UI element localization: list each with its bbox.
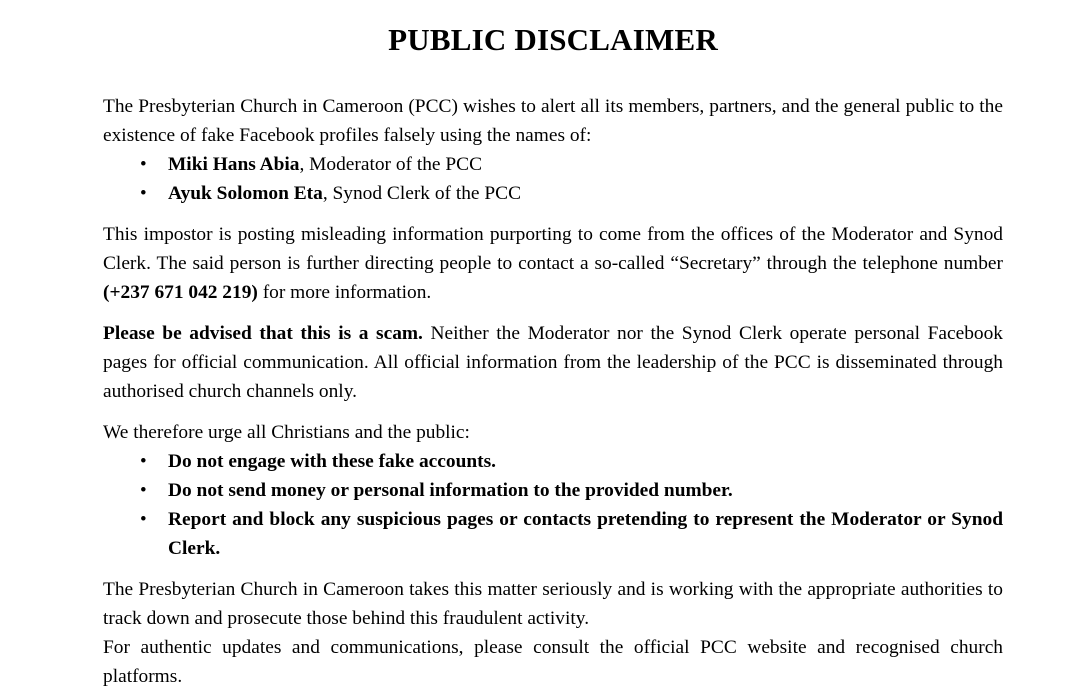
impostor-paragraph <box>103 220 1003 307</box>
updates-paragraph: For authentic updates and communications, please consult the official PCC website and recognised church platforms. <box>103 637 1003 687</box>
list-item <box>103 150 1003 179</box>
bullet-icon: • <box>140 183 147 204</box>
impostor-text-end: for more information. <box>257 282 432 303</box>
action-text: Do not send money or personal information to the provided number. <box>168 480 733 501</box>
person-role: , Synod Clerk of the PCC <box>322 183 522 204</box>
person-name: Miki Hans Abia <box>168 154 300 175</box>
scam-warning: Please be advised that this is a scam. <box>103 323 423 344</box>
intro-paragraph: The Presbyterian Church in Cameroon (PCC) wishes to alert all its members, partners, and the general public to the existence of fake Facebook profiles falsely using the names of: <box>103 96 1003 146</box>
document-page <box>103 0 1003 691</box>
scam-text: Neither the Moderator nor the Synod Clerk operate personal Facebook pages for official communication. All official information from the leadership of the PCC is disseminated through authorised church channels only. <box>103 323 1003 402</box>
bullet-icon: • <box>140 509 147 530</box>
urge-paragraph: We therefore urge all Christians and the public: <box>103 422 470 443</box>
list-item <box>103 447 1003 476</box>
phone-number: (+237 671 042 219) <box>103 282 258 303</box>
actions-list <box>103 447 1003 563</box>
bullet-icon: • <box>140 480 147 501</box>
action-text: Do not engage with these fake accounts. <box>168 451 497 472</box>
list-item <box>103 179 1003 208</box>
list-item <box>103 505 1003 563</box>
person-name: Ayuk Solomon Eta <box>168 183 323 204</box>
person-role: , Moderator of the PCC <box>299 154 483 175</box>
action-text: Report and block any suspicious pages or contacts pretending to represent the Moderator or Synod Clerk. <box>168 509 1003 559</box>
list-item <box>103 476 1003 505</box>
names-list <box>103 150 1003 208</box>
document-title: PUBLIC DISCLAIMER <box>388 22 718 57</box>
impostor-text: This impostor is posting misleading information purporting to come from the offices of the Moderator and Synod Clerk. The said person is further directing people to contact a so-called “Secretary” through the telephone number <box>103 224 1003 274</box>
bullet-icon: • <box>140 154 147 175</box>
scam-paragraph <box>103 319 1003 406</box>
bullet-icon: • <box>140 451 147 472</box>
closing-paragraph: The Presbyterian Church in Cameroon takes this matter seriously and is working with the appropriate authorities to track down and prosecute those behind this fraudulent activity. <box>103 579 1003 629</box>
